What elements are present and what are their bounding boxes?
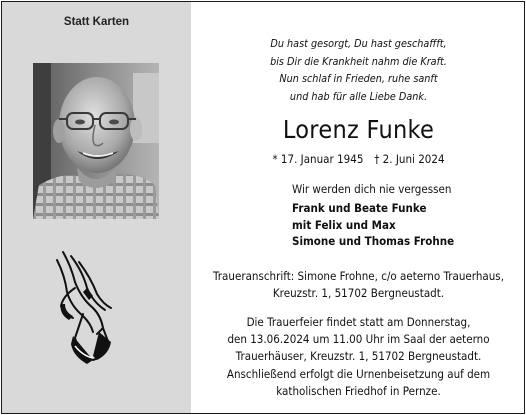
verse-line: Du hast gesorgt, Du hast geschaffft,: [270, 37, 447, 50]
praying-hands-icon: [53, 248, 119, 368]
left-panel: [2, 2, 191, 413]
portrait-photo: [33, 63, 159, 219]
life-dates: [208, 152, 510, 166]
ceremony-line: den 13.06.2024 um 11.00 Uhr im Saal der aeterno: [227, 332, 490, 346]
family-line: Frank und Beate Funke: [292, 201, 427, 215]
address-line: Kreuzstr. 1, 51702 Bergneustadt.: [272, 286, 445, 300]
family-line: Simone und Thomas Frohne: [292, 234, 455, 248]
ceremony-line: Trauerhäuser, Kreuzstr. 1, 51702 Bergneustadt.: [235, 349, 482, 363]
family-line: mit Felix und Max: [292, 217, 396, 232]
birth-date: * 17. Januar 1945: [272, 152, 364, 166]
verse-line: und hab für alle Liebe Dank.: [289, 89, 428, 103]
verse-line: Nun schlaf in Frieden, ruhe sanft: [279, 72, 438, 85]
burial-line: Anschließend erfolgt die Urnenbeisetzung auf dem: [226, 367, 491, 381]
verse-line: bis Dir die Krankheit nahm die Kraft.: [270, 54, 447, 68]
ceremony-line: Die Trauerfeier findet statt am Donnerstag,: [246, 315, 471, 329]
burial-info: [208, 366, 510, 400]
burial-line: katholischen Friedhof in Pernze.: [276, 384, 441, 398]
mourning-address: [208, 268, 510, 302]
memorial-verse: [211, 35, 506, 105]
address-line: Traueranschrift: Simone Frohne, c/o aeterno Trauerhaus,: [212, 269, 504, 283]
obituary-card: [1, 1, 525, 414]
ceremony-info: [208, 314, 510, 365]
deceased-name: Lorenz Funke: [282, 115, 435, 144]
remembrance-line: Wir werden dich nie vergessen: [292, 182, 452, 196]
statt-karten-label: Statt Karten: [63, 16, 130, 28]
death-date: † 2. Juni 2024: [374, 152, 445, 166]
right-panel: [191, 2, 526, 413]
family-names: [292, 200, 454, 250]
